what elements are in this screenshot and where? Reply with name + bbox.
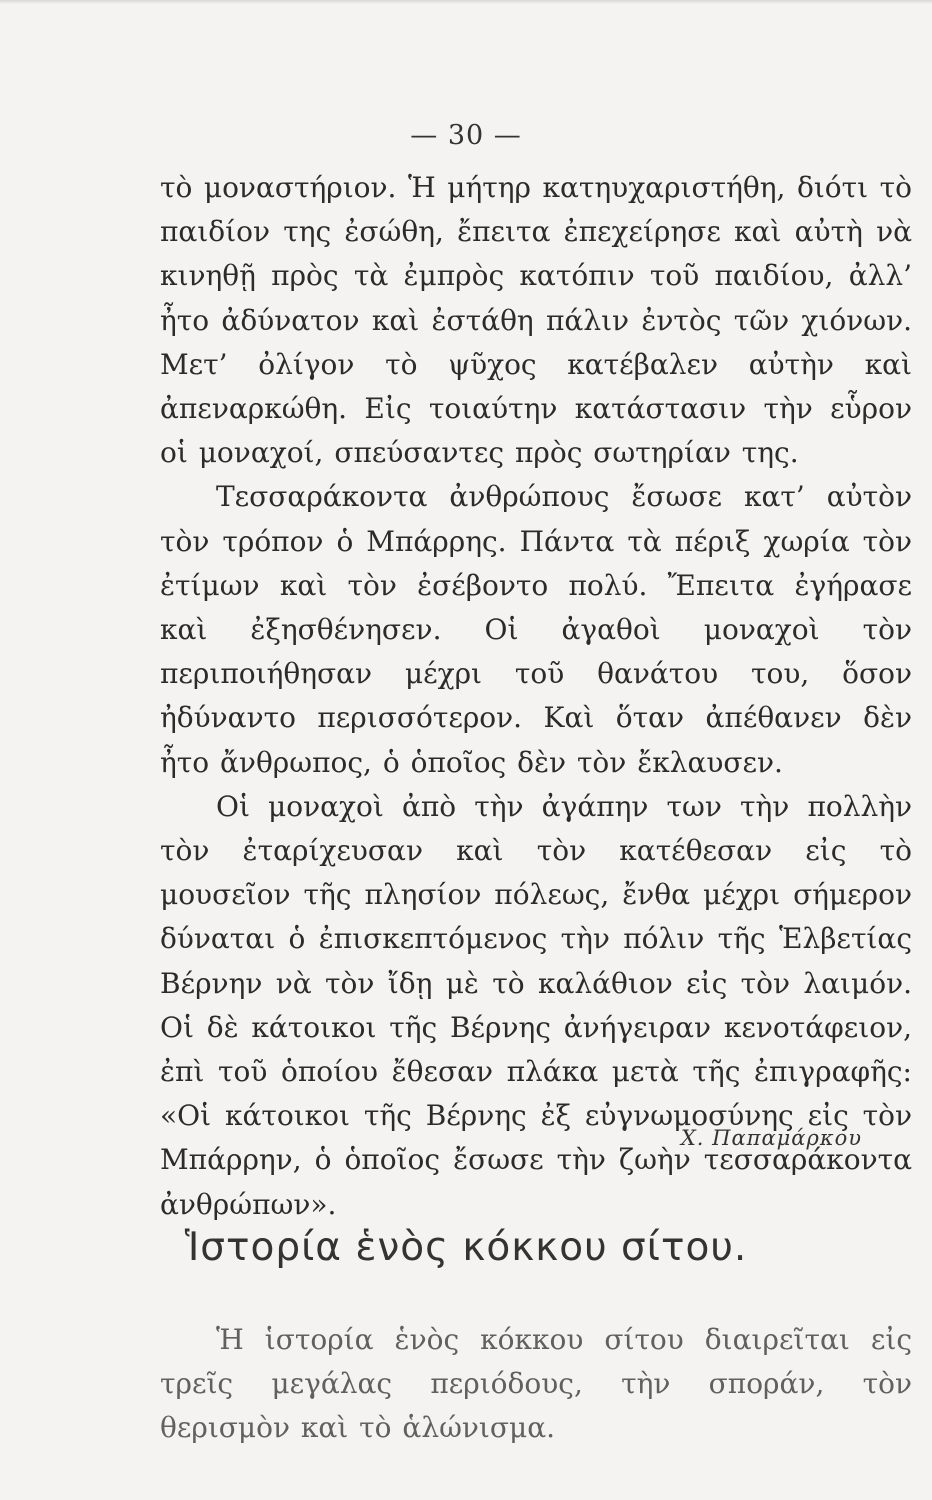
page-number: — 30 —	[410, 120, 522, 151]
article-body-2	[160, 1318, 912, 1451]
paragraph: Τεσσαράκοντα ἀνθρώπους ἔσωσε κατ’ αὐτὸν τὸν τρόπον ὁ Μπάρρης. Πάντα τὰ πέριξ χωρία τὸν ἐτίμων καὶ τὸν ἐσέβοντο πολύ. Ἔπειτα ἐγήρασε καὶ ἐξησθένησεν. Οἱ ἀγαθοὶ μοναχοὶ τὸν περιποιήθησαν μέχρι τοῦ θανάτου του, ὅσον ἠδύναντο περισσότερον. Καὶ ὅταν ἀπέθανεν δὲν ἦτο ἄνθρωπος, ὁ ὁποῖος δὲν τὸν ἔκλαυσεν.	[160, 480, 912, 779]
article-title: Ἱστορία ἑνὸς κόκκου σίτου.	[184, 1225, 748, 1270]
paragraph: τὸ μοναστήριον. Ἡ μήτηρ κατηυχαριστήθη, διότι τὸ παιδίον της ἐσώθη, ἔπειτα ἐπεχείρησε καὶ αὐτὴ νὰ κινηθῇ πρὸς τὰ ἐμπρὸς κατόπιν τοῦ παιδίου, ἀλλ’ ἦτο ἀδύνατον καὶ ἐστάθη πάλιν ἐντὸς τῶν χιόνων. Μετ’ ὀλίγον τὸ ψῦχος κατέβαλεν αὐτὴν καὶ ἀπεναρκώθη. Εἰς τοιαύτην κατάστασιν τὴν εὗρον οἱ μοναχοί, σπεύσαντες πρὸς σωτηρίαν της.	[160, 171, 912, 470]
article-body	[160, 166, 912, 1227]
paragraph: Οἱ μοναχοὶ ἀπὸ τὴν ἀγάπην των τὴν πολλὴν τὸν ἐταρίχευσαν καὶ τὸν κατέθεσαν εἰς τὸ μουσεῖον τῆς πλησίον πόλεως, ἔνθα μέχρι σήμερον δύναται ὁ ἐπισκεπτόμενος τὴν πόλιν τῆς Ἑλβετίας Βέρνην νὰ τὸν ἴδῃ μὲ τὸ καλάθιον εἰς τὸν λαιμόν. Οἱ δὲ κάτοικοι τῆς Βέρνης ἀνήγειραν κενοτάφειον, ἐπὶ τοῦ ὁποίου ἔθεσαν πλάκα μετὰ τῆς ἐπιγραφῆς: «Οἱ κάτοικοι τῆς Βέρνης ἐξ εὐγνωμοσύνης εἰς τὸν Μπάρρην, ὁ ὁποῖος ἔσωσε τὴν ζωὴν τεσσαράκοντα ἀνθρώπων».	[160, 789, 912, 1221]
paragraph: Ἡ ἱστορία ἑνὸς κόκκου σίτου διαιρεῖται εἰς τρεῖς μεγάλας περιόδους, τὴν σποράν, τὸν θερισμὸν καὶ τὸ ἁλώνισμα.	[160, 1323, 912, 1445]
author-signature: Χ. Παπαμάρκου	[680, 1126, 862, 1150]
page-top-edge	[0, 0, 932, 4]
